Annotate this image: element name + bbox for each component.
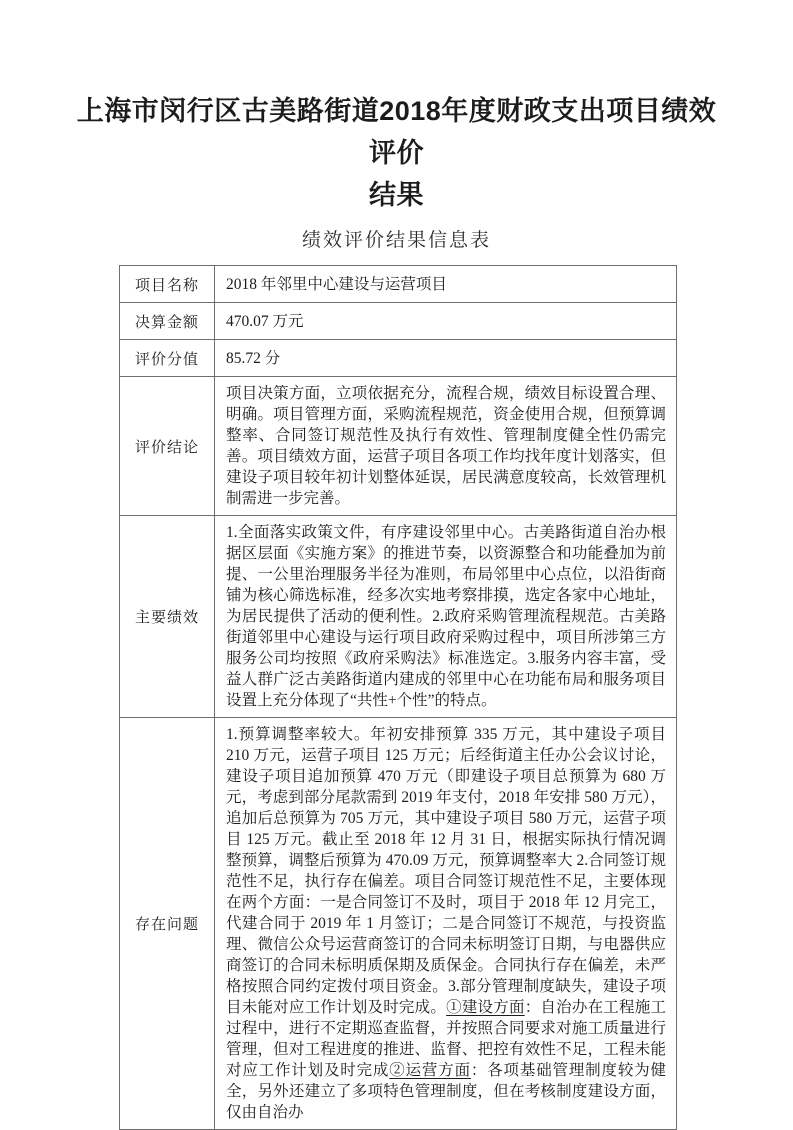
row-value-project-name: 2018 年邻里中心建设与运营项目 xyxy=(215,266,677,303)
row-label-evaluation-score: 评价分值 xyxy=(120,340,215,377)
row-value-final-amount: 470.07 万元 xyxy=(215,303,677,340)
evaluation-results-table xyxy=(119,265,677,1130)
row-value-evaluation-score: 85.72 分 xyxy=(215,340,677,377)
problems-text-part-2: ：自治办在工程施工过程中，进行不定期巡查监督，并按照合同要求对施工质量进行管理，但对工程进度的推进、监督、把控有效性不足，工程未能对应工作计划及时完成 xyxy=(226,999,666,1079)
table-caption: 绩效评价结果信息表 xyxy=(301,230,491,251)
problems-underlined-construction-aspect: ①建设方面 xyxy=(446,999,525,1016)
table-row-existing-problems xyxy=(120,718,677,1130)
table-row-main-performance xyxy=(120,516,677,718)
page-title xyxy=(77,0,717,216)
row-value-evaluation-conclusion: 项目决策方面，立项依据充分，流程合规，绩效目标设置合理、明确。项目管理方面，采购流程规范，资金使用合规，但预算调整率、合同签订规范性及执行有效性、管理制度健全性仍需完善。项目绩效方面，运营子项目各项工作均找年度计划落实，但建设子项目较年初计划整体延误，居民满意度较高，长效管理机制需进一步完善。 xyxy=(215,377,677,516)
row-value-existing-problems xyxy=(215,718,677,1130)
row-value-main-performance: 1.全面落实政策文件，有序建设邻里中心。古美路街道自治办根据区层面《实施方案》的推进节奏，以资源整合和功能叠加为前提、一公里治理服务半径为准则，布局邻里中心点位，以沿街商铺为核心筛选标准，经多次实地考察排摸，选定各家中心地址，为居民提供了活动的便利性。2.政府采购管理流程规范。古美路街道邻里中心建设与运行项目政府采购过程中，项目所涉第三方服务公司均按照《政府采购法》标准选定。3.服务内容丰富，受益人群广泛古美路街道内建成的邻里中心在功能布局和服务项目设置上充分体现了“共性+个性”的特点。 xyxy=(215,516,677,718)
table-row-project-name xyxy=(120,266,677,303)
table-row-evaluation-score xyxy=(120,340,677,377)
row-label-existing-problems: 存在问题 xyxy=(120,718,215,1130)
page-title-line-2: 结果 xyxy=(369,180,424,210)
row-label-main-performance: 主要绩效 xyxy=(120,516,215,718)
problems-text-part-3: ：各项基础管理制度较为健全，另外还建立了多项特色管理制度，但在考核制度建设方面，仅由自治办 xyxy=(226,1062,666,1121)
page-title-line-1: 上海市闵行区古美路街道2018年度财政支出项目绩效评价 xyxy=(76,96,717,168)
problems-underlined-operation-aspect: ②运营方面 xyxy=(389,1062,471,1079)
row-label-project-name: 项目名称 xyxy=(120,266,215,303)
problems-text-part-1: 1.预算调整率较大。年初安排预算 335 万元，其中建设子项目 210 万元，运营子项目 125 万元；后经街道主任办公会议讨论，建设子项目追加预算 470 万元（即建设子项目总预算为 680 万元，考虑到部分尾款需到 2019 年支付，2018 年安排 580 万元），追加后总预算为 705 万元，其中建设子项目 580 万元，运营子项目 125 万元。截止至 2018 年 12 月 31 日，根据实际执行情况调整预算，调整后预算为 470.09 万元，预算调整率大 2.合同签订规范性不足，执行存在偏差。项目合同签订规范性不足，主要体现在两个方面：一是合同签订不及时，项目于 2018 年 12 月完工，代建合同于 2019 年 1 月签订；二是合同签订不规范，与投资监理、微信公众号运营商签订的合同未标明签订日期，与电器供应商签订的合同未标明质保期及质保金。合同执行存在偏差，未严格按照合同约定拨付项目资金。3.部分管理制度缺失，建设子项目未能对应工作计划及时完成。 xyxy=(226,726,666,1016)
row-label-final-amount: 决算金额 xyxy=(120,303,215,340)
table-row-final-amount xyxy=(120,303,677,340)
table-row-evaluation-conclusion xyxy=(120,377,677,516)
row-label-evaluation-conclusion: 评价结论 xyxy=(120,377,215,516)
